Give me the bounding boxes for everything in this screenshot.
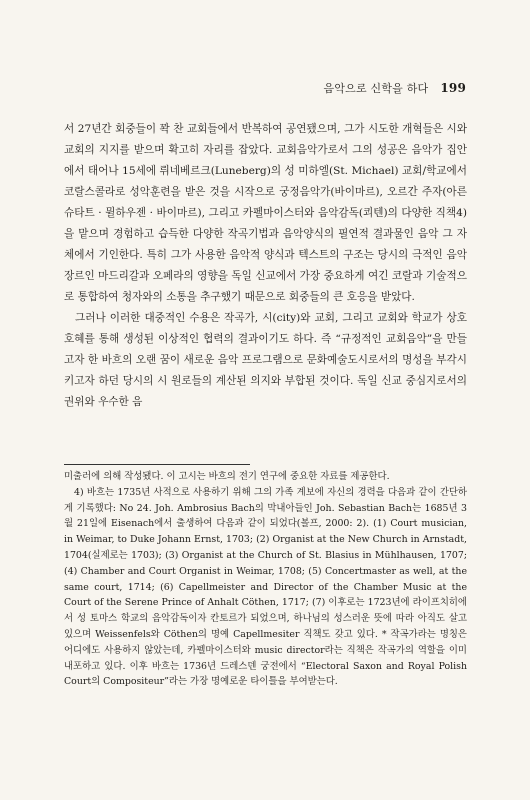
- footnote-continuation: 미출러에 의해 작성됐다. 이 고시는 바흐의 전기 연구에 중요한 자료를 제공한다.: [64, 471, 390, 482]
- paragraph: 그러나 이러한 대중적인 수용은 작곡가, 시(city)와 교회, 그리고 교회와 학교가 상호호혜를 통해 생성된 이상적인 협력의 결과이기도 하다. 즉 “규정적인 교회음악”을 만들고자 한 바흐의 오랜 꿈이 새로운 음악 프로그램으로 문화예술도시로서의 명성을 부각시키고자 하던 당시의 시 원로들의 계산된 의지와 부합된 것이다. 독일 신교 중심지로서의 권위와 우수한 음: [64, 312, 467, 408]
- running-header: [324, 80, 466, 96]
- footnotes: [64, 469, 467, 690]
- footnote-divider: [64, 464, 250, 465]
- main-text: [64, 119, 467, 413]
- paragraph-continued: 서 27년간 회중들이 꽉 찬 교회들에서 반복하여 공연됐으며, 그가 시도한 개혁들은 시와 교회의 지지를 받으며 확고히 자리를 잡았다. 교회음악가로서 그의 성공은 음악가 집안에서 태어나 15세에 뤼네베르크(Luneberg)의 성 미하엘(St. Michael) 교회/학교에서 코랄스콜라로 성악훈련을 받은 것을 시작으로 궁정음악가(바이마르), 오르간 주자(아른슈타트 · 뮐하우젠 · 바이마르), 그리고 카펠마이스터와 음악감독(쾨텐)의 다양한 직책4)을 맡으며 경험하고 습득한 다양한 작곡기법과 음악양식의 필연적 결과물인 음악 그 자체에서 기인한다. 특히 그가 사용한 음악적 양식과 텍스트의 구조는 당시의 극적인 음악장르인 마드리갈과 오페라의 영향을 독일 신교에서 가장 중요하게 여긴 코랄과 기술적으로 통합하여 청자와의 소통을 추구했기 때문으로 회중들의 큰 호응을 받았다.: [64, 123, 467, 303]
- running-title: 음악으로 신학을 하다: [323, 82, 429, 95]
- page-number: 199: [440, 81, 466, 95]
- footnote-4: 4) 바흐는 1735년 사적으로 사용하기 위해 그의 가족 계보에 자신의 경력을 다음과 같이 간단하게 기록했다: No 24. Joh. Ambrosius Bach의 막내아들인 Joh. Sebastian Bach는 1685년 3월 21일에 Eisenach에서 출생하여 다음과 같이 되었다(볼프, 2000: 2). (1) Court musician, in Weimar, to Duke Johann Ernst, 1703; (2) Organist at the New Church in Arnstadt, 1704(실제로는 1703); (3) Organist at the Church of St. Blasius in Mühlhausen, 1707; (4) Chamber and Court Organist in Weimar, 1708; (5) Concertmaster as well, at the same court, 1714; (6) Capellmeister and Director of the Chamber Music at the Court of the Serene Prince of Anhalt Cöthen, 1717; (7) 이후로는 1723년에 라이프치히에서 성 토마스 학교의 음악감독이자 칸토르가 되었으며, 하나님의 성스러운 뜻에 따라 아직도 살고 있으며 Weissenfels와 Cöthen의 명예 Capellmesiter 직책도 갖고 있다. * 작곡가라는 명칭은 어디에도 사용하지 않았는데, 카펠마이스터와 music director라는 직책은 작곡가의 역할을 이미 내포하고 있다. 이후 바흐는 1736년 드레스덴 궁전에서 “Electoral Saxon and Royal Polish Court의 Compositeur”라는 가장 명예로운 타이틀을 부여받는다.: [64, 486, 467, 688]
